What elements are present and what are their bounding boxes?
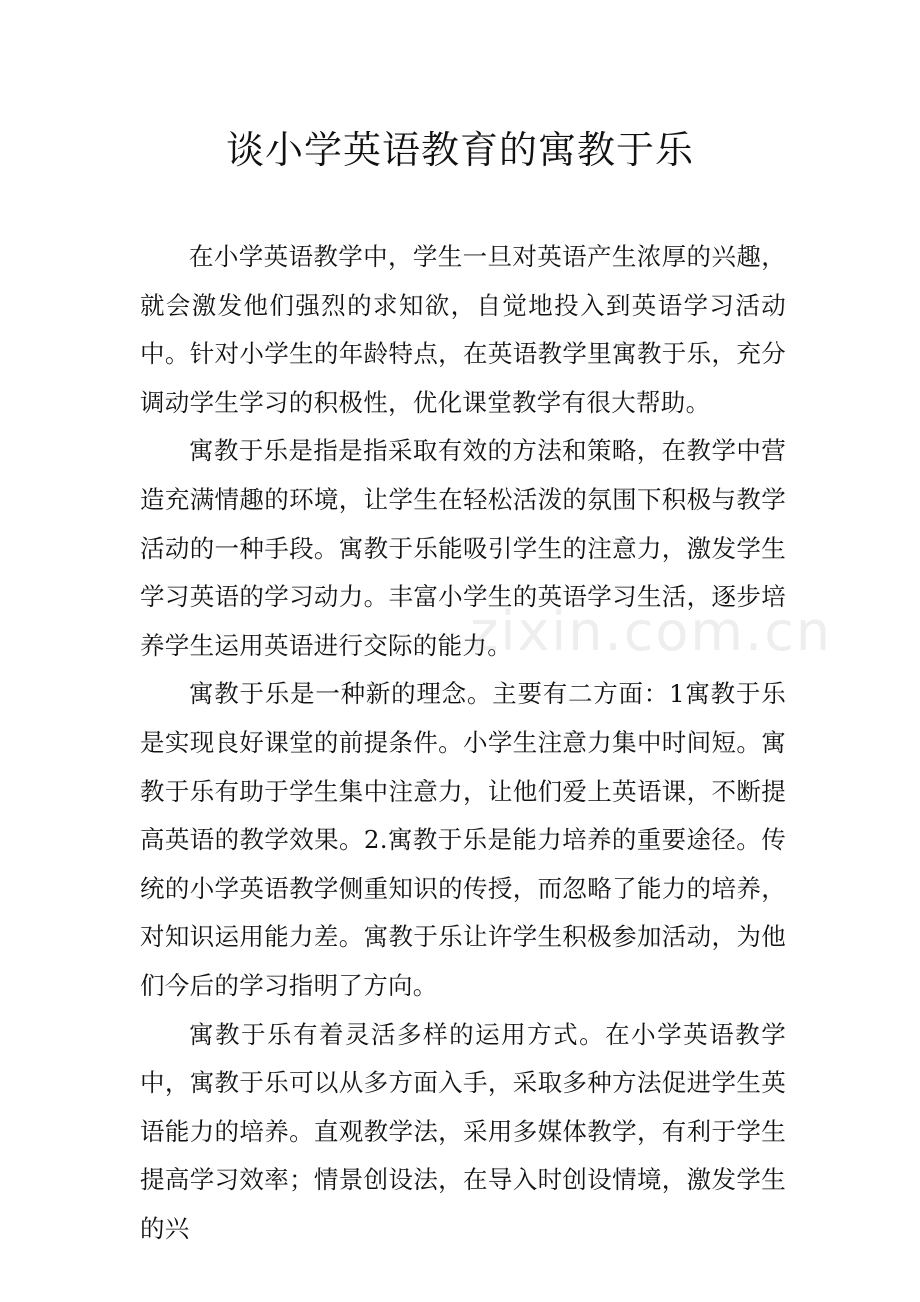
paragraph-4: 寓教于乐有着灵活多样的运用方式。在小学英语教学中，寓教于乐可以从多方面入手，采取多种方法促进学生英语能力的培养。直观教学法，采用多媒体教学，有利于学生提高学习效率；情景创设法，在导入时创设情境，激发学生的兴 bbox=[140, 1019, 786, 1243]
paragraph-3: 寓教于乐是一种新的理念。主要有二方面：1寓教于乐是实现良好课堂的前提条件。小学生注意力集中时间短。寓教于乐有助于学生集中注意力，让他们爱上英语课，不断提高英语的教学效果。2.寓教于乐是能力培养的重要途径。传统的小学英语教学侧重知识的传授，而忽略了能力的培养，对知识运用能力差。寓教于乐让许学生积极参加活动，为他们今后的学习指明了方向。 bbox=[140, 679, 786, 1000]
document-body bbox=[140, 233, 786, 1253]
watermark-text: zixin.com.cn bbox=[470, 600, 833, 663]
paragraph-1: 在小学英语教学中，学生一旦对英语产生浓厚的兴趣，就会激发他们强烈的求知欲，自觉地投入到英语学习活动中。针对小学生的年龄特点，在英语教学里寓教于乐，充分调动学生学习的积极性，优化课堂教学有很大帮助。 bbox=[140, 242, 786, 417]
paragraph-2: 寓教于乐是指是指采取有效的方法和策略，在教学中营造充满情趣的环境，让学生在轻松活泼的氛围下积极与教学活动的一种手段。寓教于乐能吸引学生的注意力，激发学生学习英语的学习动力。丰富小学生的英语学习生活，逐步培养学生运用英语进行交际的能力。 bbox=[140, 436, 786, 660]
document-title: 谈小学英语教育的寓教于乐 bbox=[225, 128, 694, 172]
